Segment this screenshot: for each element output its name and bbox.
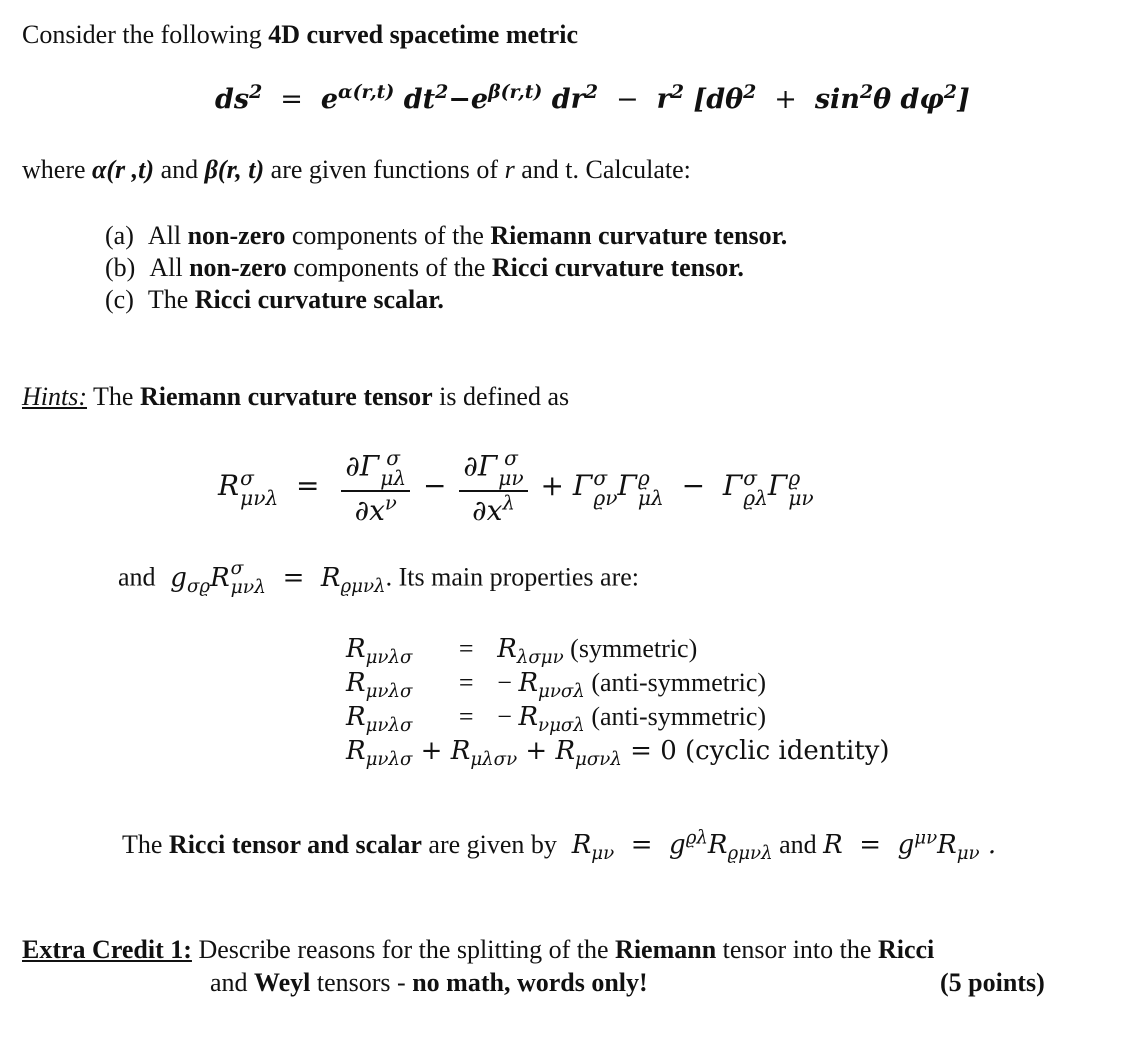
task-item-b xyxy=(105,252,787,284)
extra-credit-label: Extra Credit 1: xyxy=(22,935,192,964)
riemann-definition: R σ μνλ = ∂Γ σ μλ $\partial x^\nu$ − ∂Γ σ μν $\partial x^\lambda$ + Γ σ ϱν Γ ϱ μλ − Γ σ ϱλ Γ ϱ μν xyxy=(218,446,814,528)
properties-table xyxy=(340,632,896,771)
extra-bold: Riemann xyxy=(615,935,717,964)
extra-text: Describe reasons for the splitting of the xyxy=(198,935,609,964)
task-label: (b) xyxy=(105,253,136,282)
task-bold: Ricci curvature scalar. xyxy=(194,285,444,314)
extra-bold: Weyl xyxy=(254,968,311,997)
ricci-scalar-equation: $R = g^{\mu\nu}R_{\mu\nu}$ . xyxy=(823,827,997,865)
property-note: (anti-symmetric) xyxy=(591,668,767,697)
extra-bold: no math, words only! xyxy=(412,968,648,997)
task-bold: Riemann curvature tensor. xyxy=(490,221,788,250)
extra-credit-line-2 xyxy=(210,968,648,998)
beta-function: β(r, t) xyxy=(204,155,265,184)
lowering-equation: $g_{\sigma ϱ}R$ σ μνλ = $R_{ϱ\mu\nu\lambda}$ xyxy=(162,558,386,598)
property-note: (cyclic identity) xyxy=(685,736,890,766)
alpha-function: α(r ,t) xyxy=(92,155,155,184)
ricci-text: are given by xyxy=(428,830,557,859)
task-text: components of the xyxy=(291,221,484,250)
property-note: (symmetric) xyxy=(570,634,698,663)
and-text: and xyxy=(118,562,156,592)
task-label: (a) xyxy=(105,221,134,250)
ricci-text: The xyxy=(122,830,163,859)
task-list xyxy=(105,220,787,316)
metric-equation: $ds^2 = e^{\alpha(r,t)}$ $dt^2-e^{\beta(r,t)}$ $dr^2 - r^2$ [$d\theta^2 + \sin^2\theta$ $d\varphi^2$] xyxy=(215,81,970,115)
task-bold: Ricci curvature tensor. xyxy=(491,253,744,282)
property-row: $R_{\mu\nu\lambda\sigma}$ = − $R_{\nu\mu\sigma\lambda}$ (anti-symmetric) xyxy=(346,702,767,737)
extra-bold: Ricci xyxy=(877,935,935,964)
hints-text: The xyxy=(93,382,134,411)
hints-label: Hints: xyxy=(22,382,87,411)
ricci-bold: Ricci tensor and scalar xyxy=(168,830,422,859)
hints-line xyxy=(22,382,569,412)
hints-text: is defined as xyxy=(439,382,570,411)
and-text: and xyxy=(779,830,817,859)
extra-text: tensors - xyxy=(316,968,406,997)
task-bold: non-zero xyxy=(187,221,286,250)
property-row: $R_{\mu\nu\lambda\sigma} + R_{\mu\lambda\sigma\nu} + R_{\mu\sigma\nu\lambda} = 0$ (cyclic identity) xyxy=(346,736,890,771)
extra-credit-line-1 xyxy=(22,935,934,965)
extra-credit-points: (5 points) xyxy=(940,968,1045,997)
property-row: $R_{\mu\nu\lambda\sigma}$ = $R_{\lambda\sigma\mu\nu}$ (symmetric) xyxy=(346,634,698,669)
hints-bold: Riemann curvature tensor xyxy=(139,382,433,411)
where-line xyxy=(22,155,691,185)
given-text: are given functions of xyxy=(270,155,499,184)
ricci-line xyxy=(122,827,997,865)
task-text: All xyxy=(149,253,183,282)
lowering-line xyxy=(118,560,639,597)
property-row: $R_{\mu\nu\lambda\sigma}$ = − $R_{\mu\nu\sigma\lambda}$ (anti-symmetric) xyxy=(346,668,767,703)
where-text: where xyxy=(22,155,86,184)
r-variable: r xyxy=(504,155,515,184)
task-text: The xyxy=(147,285,189,314)
intro-bold: 4D curved spacetime metric xyxy=(268,20,578,49)
task-item-c xyxy=(105,284,787,316)
task-item-a xyxy=(105,220,787,252)
calculate-text: and t. Calculate: xyxy=(521,155,691,184)
task-label: (c) xyxy=(105,285,134,314)
property-note: (anti-symmetric) xyxy=(591,702,767,731)
ricci-tensor-equation: $R_{\mu\nu} = g^{ϱ\lambda}R_{ϱ\mu\nu\lambda}$ xyxy=(563,827,773,865)
intro-text: Consider the following xyxy=(22,20,262,49)
intro-line xyxy=(22,20,578,50)
extra-text: and xyxy=(210,968,248,997)
task-bold: non-zero xyxy=(189,253,287,282)
properties-text: . Its main properties are: xyxy=(385,562,640,592)
and-text: and xyxy=(160,155,199,184)
extra-text: tensor into the xyxy=(722,935,872,964)
task-text: All xyxy=(147,221,182,250)
task-text: components of the xyxy=(293,253,486,282)
